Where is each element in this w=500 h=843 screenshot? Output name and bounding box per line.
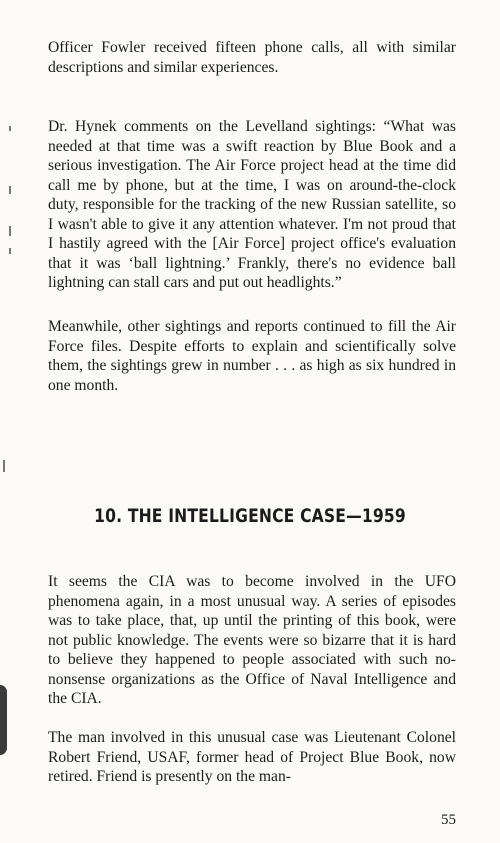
scan-mark (9, 126, 11, 131)
scan-mark (9, 226, 11, 236)
scan-blot (0, 685, 7, 755)
scan-mark (9, 248, 11, 254)
chapter-heading: 10. THE INTELLIGENCE CASE—1959 (94, 505, 406, 527)
paragraph-friend: The man involved in this unusual case was Lieutenant Colonel Robert Friend, USAF, former head of Project Blue Book, now retired. Friend is presently on the man- (48, 729, 456, 785)
scan-mark (3, 460, 5, 472)
paragraph-fowler: Officer Fowler received fifteen phone calls, all with similar descriptions and similar experiences. (48, 39, 456, 76)
paragraph-cia: It seems the CIA was to become involved in the UFO phenomena again, in a most unusual way. A series of episodes was to take place, that, up until the printing of this book, were not public knowledge. The events were so bizarre that it is hard to believe they happened to people associated with such no-nonsense organizations as the Office of Naval Intelligence and the CIA. (48, 573, 456, 707)
paragraph-hynek-quote: Dr. Hynek comments on the Levelland sightings: “What was needed at that time was a swift reaction by Blue Book and a serious investigation. The Air Force project head at the time did call me by phone, but at the time, I was on around-the-clock duty, responsible for the tracking of the new Russian satellite, so I wasn't able to give it any attention whatever. I'm not proud that I hastily agreed with the [Air Force] project office's evaluation that it was ‘ball lightning.’ Frankly, there's no evidence ball lightning can stall cars and put out headlights.” (48, 118, 456, 291)
page-number: 55 (441, 812, 456, 828)
scan-mark (9, 186, 11, 194)
paragraph-sightings: Meanwhile, other sightings and reports continued to fill the Air Force files. Despite efforts to explain and scientifically solve them, the sightings grew in number . . . as high as six hundred in one month. (48, 318, 456, 394)
